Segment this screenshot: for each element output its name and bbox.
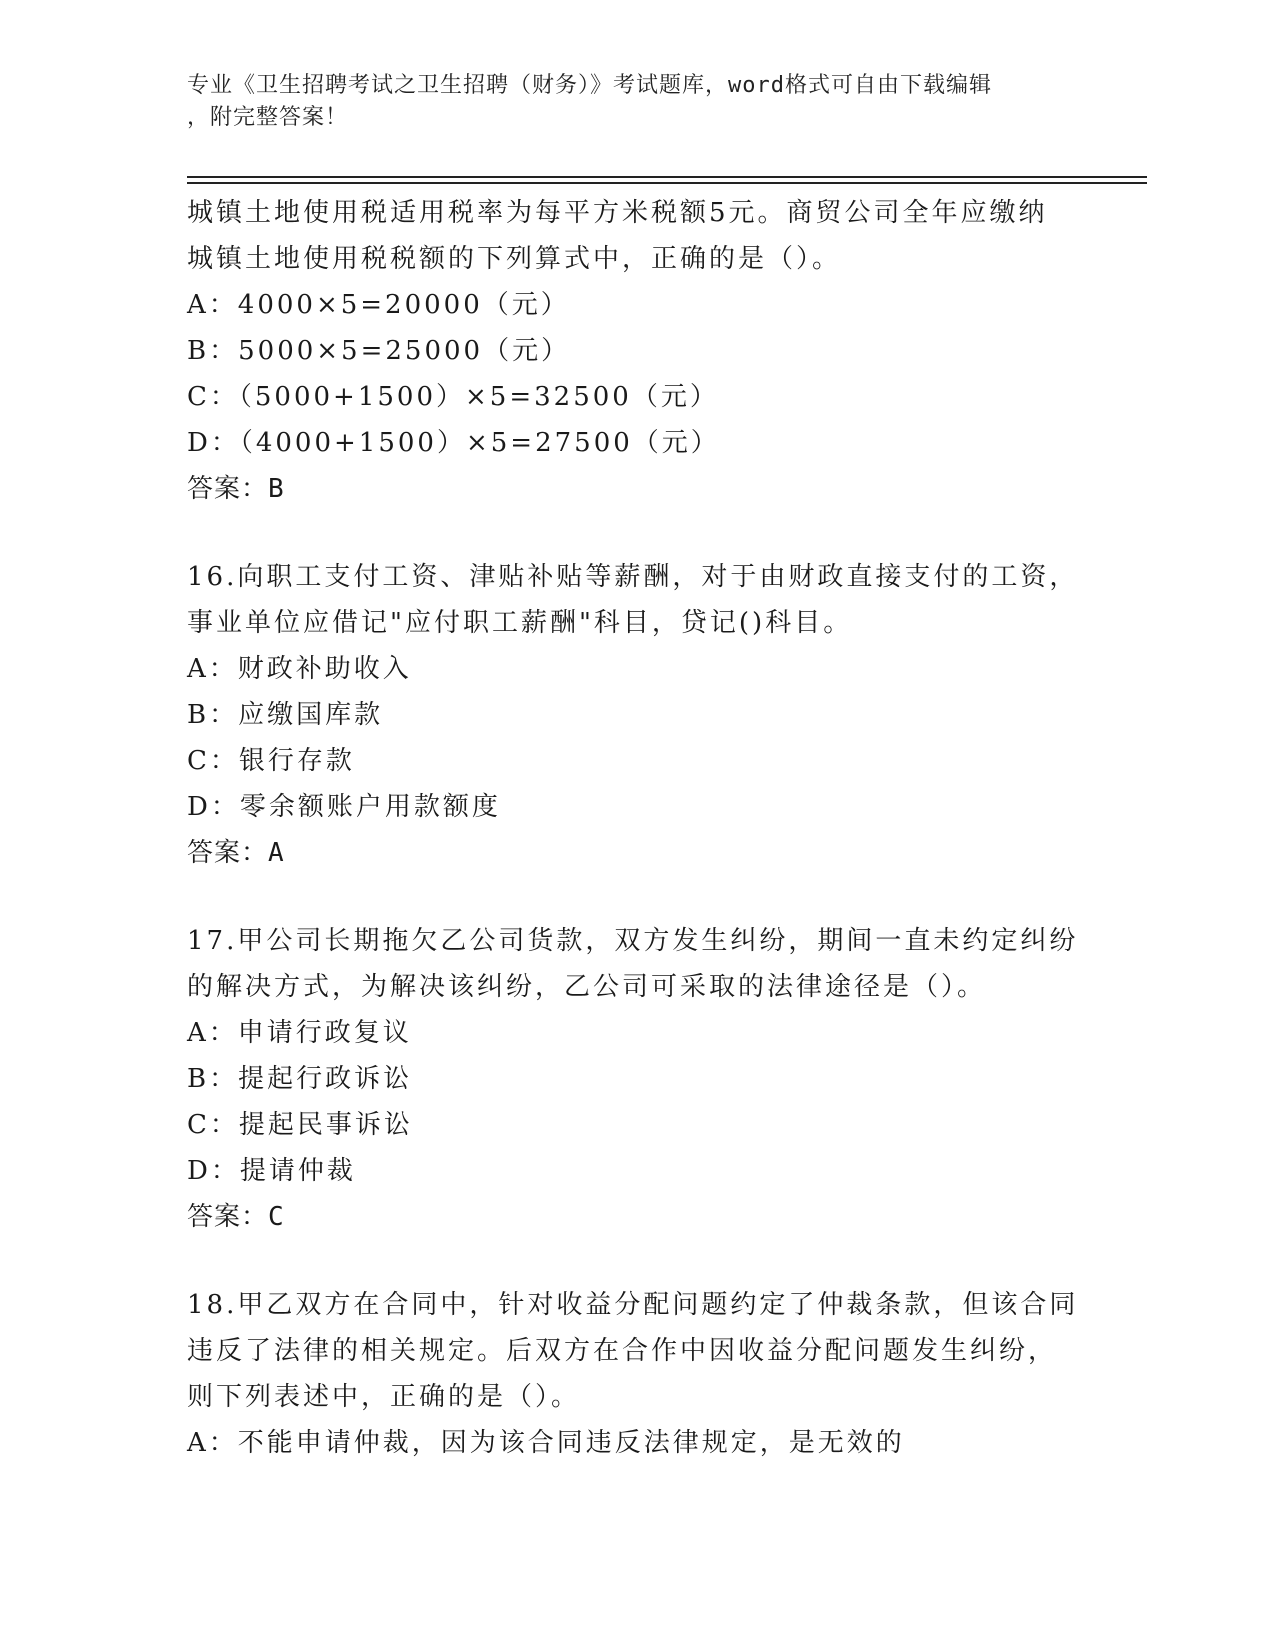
question-stem: 16.向职工支付工资、津贴补贴等薪酬，对于由财政直接支付的工资， <box>187 562 1079 592</box>
question-stem: 事业单位应借记"应付职工薪酬"科目，贷记()科目。 <box>187 608 853 638</box>
question-stem: 18.甲乙双方在合同中，针对收益分配问题约定了仲裁条款，但该合同 <box>187 1290 1079 1320</box>
spacer <box>187 1240 1107 1282</box>
spacer <box>187 512 1107 554</box>
option-c: C：银行存款 <box>187 746 355 776</box>
question-18 <box>187 1282 1107 1466</box>
option-b: B：5000×5=25000（元） <box>187 336 571 366</box>
option-a: A：4000×5=20000（元） <box>187 290 570 320</box>
header-line-2: ，附完整答案！ <box>187 105 349 130</box>
option-d: D：（4000+1500）×5=27500（元） <box>187 428 720 458</box>
question-stem: 的解决方式，为解决该纠纷，乙公司可采取的法律途径是（）。 <box>187 972 987 1002</box>
option-a: A：不能申请仲裁，因为该合同违反法律规定，是无效的 <box>187 1428 905 1458</box>
option-d: D：提请仲裁 <box>187 1156 356 1186</box>
answer-line: 答案：A <box>187 838 285 868</box>
question-16 <box>187 554 1107 876</box>
option-a: A：申请行政复议 <box>187 1018 412 1048</box>
answer-line: 答案：B <box>187 474 285 504</box>
header-line-1: 专业《卫生招聘考试之卫生招聘（财务）》考试题库，word格式可自由下载编辑 <box>187 73 992 98</box>
header-divider-bottom <box>187 182 1147 184</box>
option-c: C：（5000+1500）×5=32500（元） <box>187 382 719 412</box>
question-stem: 违反了法律的相关规定。后双方在合作中因收益分配问题发生纠纷， <box>187 1336 1058 1366</box>
option-d: D：零余额账户用款额度 <box>187 792 501 822</box>
question-list <box>187 190 1107 1466</box>
option-b: B：提起行政诉讼 <box>187 1064 413 1094</box>
header-divider-top <box>187 176 1147 178</box>
question-15 <box>187 190 1107 512</box>
question-17 <box>187 918 1107 1240</box>
option-a: A：财政补助收入 <box>187 654 412 684</box>
question-stem: 17.甲公司长期拖欠乙公司货款，双方发生纠纷，期间一直未约定纠纷 <box>187 926 1079 956</box>
question-stem: 城镇土地使用税适用税率为每平方米税额5元。商贸公司全年应缴纳 <box>187 198 1048 228</box>
option-c: C：提起民事诉讼 <box>187 1110 413 1140</box>
spacer <box>187 876 1107 918</box>
option-b: B：应缴国库款 <box>187 700 384 730</box>
question-stem: 则下列表述中，正确的是（）。 <box>187 1382 581 1412</box>
document-header <box>187 70 1087 134</box>
question-stem: 城镇土地使用税税额的下列算式中，正确的是（）。 <box>187 244 842 274</box>
answer-line: 答案：C <box>187 1202 285 1232</box>
